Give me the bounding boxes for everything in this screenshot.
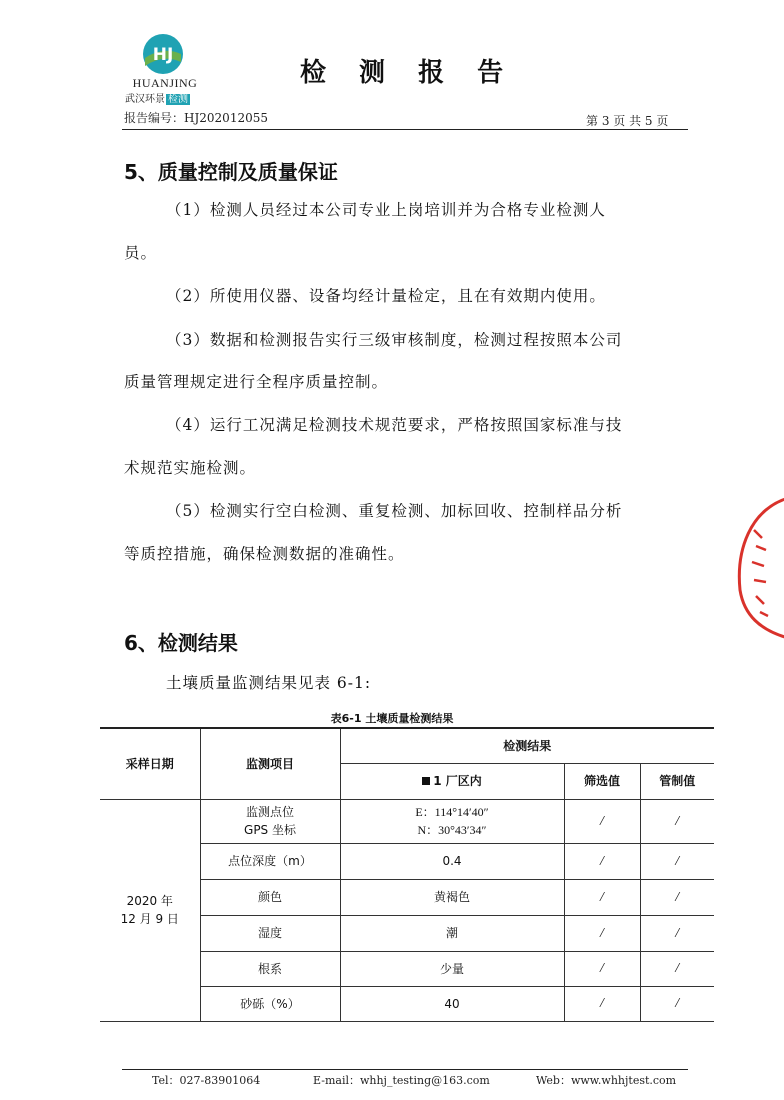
value-cell: 40 [340, 986, 564, 1021]
qc-item-3-line2: 质量管理规定进行全程序质量控制。 [124, 373, 389, 391]
table-header-row [100, 728, 714, 763]
section-6-heading: 6、检测结果 [124, 631, 238, 655]
svg-text:HJ: HJ [152, 45, 174, 65]
control-cell: / [640, 915, 714, 951]
footer-email: E-mail：whhj_testing@163.com [313, 1074, 490, 1087]
item-cell: 点位深度（m） [200, 843, 340, 879]
screening-cell: / [564, 799, 640, 843]
official-seal-stamp [730, 490, 784, 640]
company-logo [125, 32, 205, 104]
value-cell: 少量 [340, 951, 564, 986]
header-monitoring-item: 监测项目 [200, 728, 340, 799]
logo-chinese-name: 武汉环景 检测 [125, 94, 188, 105]
header-screening-value: 筛选值 [564, 763, 640, 799]
screening-cell: / [564, 986, 640, 1021]
qc-item-1-line2: 员。 [124, 244, 158, 262]
qc-item-3-line1: （3）数据和检测报告实行三级审核制度，检测过程按照本公司 [166, 331, 623, 349]
control-cell: / [640, 843, 714, 879]
item-cell: 监测点位 GPS 坐标 [200, 799, 340, 843]
page-indicator: 第 3 页 共 5 页 [586, 114, 669, 128]
value-cell: 0.4 [340, 843, 564, 879]
header-control-value: 管制值 [640, 763, 714, 799]
value-cell: E：114°14′40″ N：30°43′34″ [340, 799, 564, 843]
header-site: 1 厂区内 [340, 763, 564, 799]
report-number: 报告编号：HJ202012055 [124, 111, 268, 125]
qc-item-2-line1: （2）所使用仪器、设备均经计量检定，且在有效期内使用。 [166, 287, 606, 305]
footer-phone: Tel：027-83901064 [152, 1074, 261, 1087]
item-cell: 砂砾（%） [200, 986, 340, 1021]
qc-item-5-line1: （5）检测实行空白检测、重复检测、加标回收、控制样品分析 [166, 502, 623, 520]
sampling-date-cell: 2020 年 12 月 9 日 [100, 799, 200, 1021]
item-cell: 颜色 [200, 879, 340, 915]
value-cell: 黄褐色 [340, 879, 564, 915]
screening-cell: / [564, 879, 640, 915]
qc-item-1-line1: （1）检测人员经过本公司专业上岗培训并为合格专业检测人 [166, 201, 606, 219]
table-caption: 表6-1 土壤质量检测结果 [330, 712, 454, 725]
footer-website: Web：www.whhjtest.com [536, 1074, 677, 1087]
control-cell: / [640, 799, 714, 843]
screening-cell: / [564, 951, 640, 986]
control-cell: / [640, 951, 714, 986]
results-intro: 土壤质量监测结果见表 6-1: [166, 674, 372, 692]
qc-item-5-line2: 等质控措施，确保检测数据的准确性。 [124, 545, 405, 563]
logo-english-name: HUANJING [132, 76, 198, 90]
soil-quality-table [100, 727, 714, 1022]
screening-cell: / [564, 843, 640, 879]
value-cell: 潮 [340, 915, 564, 951]
logo-emblem-icon [141, 32, 185, 76]
control-cell: / [640, 879, 714, 915]
report-title: 检 测 报 告 [300, 58, 516, 88]
header-rule [122, 129, 688, 130]
header-test-results: 检测结果 [340, 728, 714, 763]
control-cell: / [640, 986, 714, 1021]
screening-cell: / [564, 915, 640, 951]
table-row [100, 799, 714, 843]
redaction-mark [422, 777, 430, 785]
section-5-heading: 5、质量控制及质量保证 [124, 160, 338, 184]
header-sampling-date: 采样日期 [100, 728, 200, 799]
qc-item-4-line1: （4）运行工况满足检测技术规范要求，严格按照国家标准与技 [166, 416, 623, 434]
footer-rule [122, 1069, 688, 1070]
item-cell: 湿度 [200, 915, 340, 951]
qc-item-4-line2: 术规范实施检测。 [124, 459, 257, 477]
item-cell: 根系 [200, 951, 340, 986]
